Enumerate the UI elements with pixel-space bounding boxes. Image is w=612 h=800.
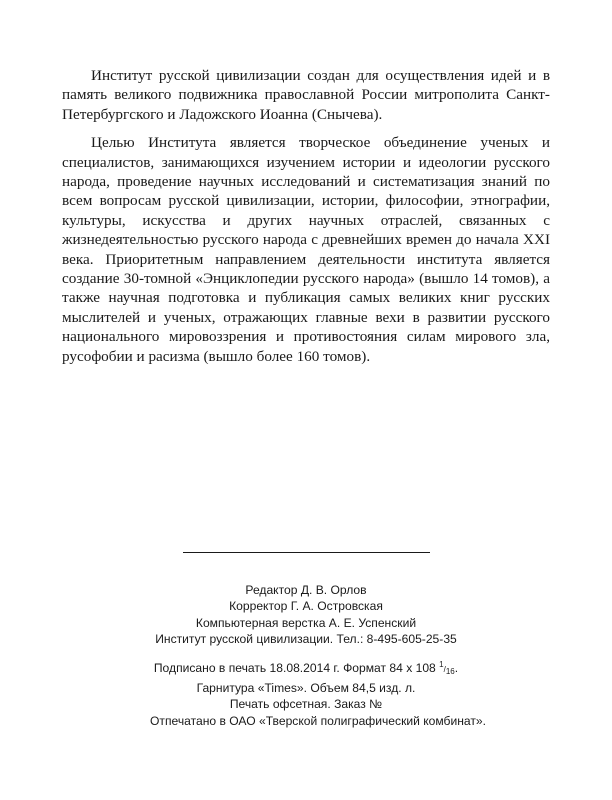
layout-line: Компьютерная верстка А. Е. Успенский bbox=[195, 615, 417, 630]
print-details-group bbox=[150, 657, 487, 730]
credits-group bbox=[150, 582, 462, 648]
paragraph-institute-goals: Целью Института является творческое объединение ученых и специалистов, занимающихся изучением истории и идеологии русского народа, проведение научных исследований и систематизация знаний по всем вопросам русской цивилизации, истории, философии, этнографии, культуры, искусства и других научных отраслей, связанных с жизнедеятельностью русского народа с древнейших времен до начала XXI века. Приоритетным направлением деятельности института является создание 30-томной «Энциклопедии русского народа» (вышло 14 томов), а также научная подготовка и публикация самых великих книг русских мыслителей и ученых, отражающих главные вехи в развитии русского национального мировоззрения и противостояния силам мирового зла, русофобии и расизма (вышло более 160 томов). bbox=[62, 134, 550, 365]
divider-line bbox=[183, 552, 430, 553]
main-text bbox=[62, 66, 550, 375]
printer-line: Отпечатано в ОАО «Тверской полиграфический комбинат». bbox=[150, 713, 487, 728]
print-order-line: Печать офсетная. Заказ № bbox=[229, 697, 383, 712]
proofreader-line: Корректор Г. А. Островская bbox=[229, 599, 383, 614]
editor-line: Редактор Д. В. Орлов bbox=[245, 583, 367, 597]
signed-prefix: Подписано в печать 18.08.2014 г. Формат 84 х 108 bbox=[153, 660, 440, 675]
signed-suffix: . bbox=[454, 660, 459, 675]
publisher-contact-line: Институт русской цивилизации. Тел.: 8-495-605-25-35 bbox=[155, 632, 457, 647]
typeface-line: Гарнитура «Times». Объем 84,5 изд. л. bbox=[196, 681, 416, 696]
format-fraction bbox=[439, 659, 455, 676]
format-denominator: 16 bbox=[445, 666, 455, 676]
format-numerator: 1 bbox=[439, 659, 444, 669]
signed-to-print-line bbox=[150, 657, 462, 680]
paragraph-institute-founding: Институт русской цивилизации создан для осуществления идей и в память великого подвижника православной России митрополита Санкт-Петербургского и Ладожского Иоанна (Снычева). bbox=[62, 67, 550, 123]
imprint-block bbox=[150, 582, 487, 738]
format-slash: / bbox=[443, 664, 446, 674]
